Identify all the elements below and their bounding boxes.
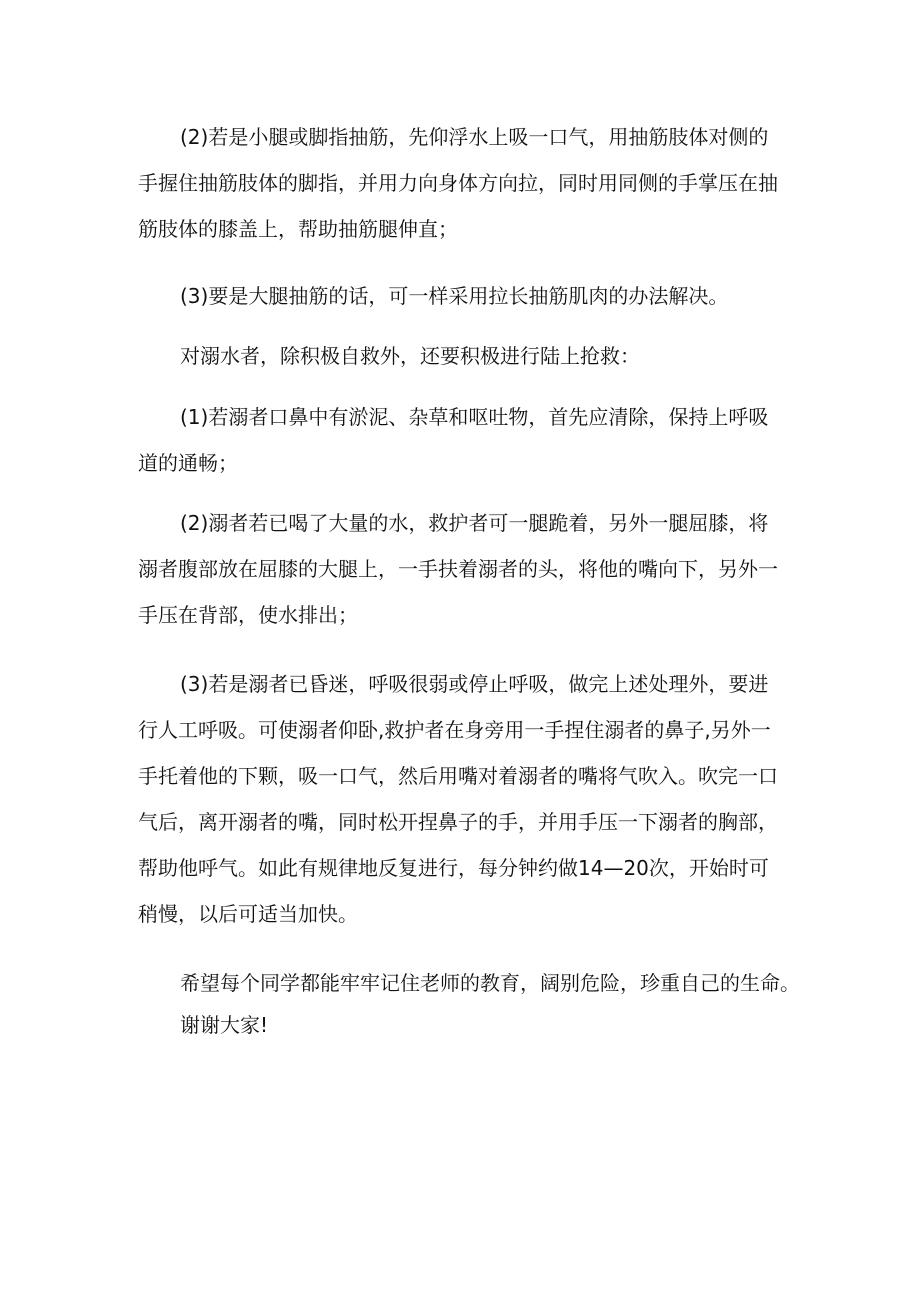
paragraph-rescue-intro bbox=[138, 333, 640, 379]
text-line: 行人工呼吸。可使溺者仰卧,救护者在身旁用一手捏住溺者的鼻子,另外一 bbox=[138, 718, 771, 742]
text-line: 手压在背部，使水排出； bbox=[138, 603, 358, 627]
text-line: 气后，离开溺者的嘴，同时松开捏鼻子的手，并用手压一下溺者的胸部， bbox=[138, 810, 778, 834]
paragraph-calf-cramp bbox=[138, 114, 778, 252]
paragraph-thigh-cramp bbox=[138, 273, 728, 319]
text-line: 希望每个同学都能牢牢记住老师的教育，阔别危险，珍重自己的生命。 bbox=[180, 971, 800, 995]
paragraph-closing bbox=[138, 962, 800, 1046]
text-line: 手握住抽筋肢体的脚指，并用力向身体方向拉，同时用同侧的手掌压在抽 bbox=[138, 171, 778, 195]
text-line: 帮助他呼气。如此有规律地反复进行，每分钟约做14—20次，开始时可 bbox=[138, 856, 769, 880]
paragraph-drain-water bbox=[138, 500, 778, 638]
text-line: 谢谢大家! bbox=[180, 1013, 269, 1037]
text-line: (2)溺者若已喝了大量的水，救护者可一腿跪着，另外一腿屈膝，将 bbox=[180, 511, 769, 535]
text-line: 手托着他的下颗，吸一口气，然后用嘴对着溺者的嘴将气吹入。吹完一口 bbox=[138, 764, 778, 788]
text-line: (2)若是小腿或脚指抽筋，先仰浮水上吸一口气，用抽筋肢体对侧的 bbox=[180, 125, 769, 149]
text-line: (3)若是溺者已昏迷，呼吸很弱或停止呼吸，做完上述处理外，要进 bbox=[180, 672, 769, 696]
text-line: 对溺水者，除积极自救外，还要积极进行陆上抢救： bbox=[180, 344, 640, 368]
text-line: (1)若溺者口鼻中有淤泥、杂草和呕吐物，首先应清除，保持上呼吸 bbox=[180, 405, 769, 429]
text-line: (3)要是大腿抽筋的话，可一样采用拉长抽筋肌肉的办法解决。 bbox=[180, 284, 729, 308]
paragraph-artificial-respiration bbox=[138, 661, 778, 937]
text-line: 道的通畅； bbox=[138, 451, 238, 475]
text-line: 稍慢，以后可适当加快。 bbox=[138, 902, 358, 926]
text-line: 溺者腹部放在屈膝的大腿上，一手扶着溺者的头，将他的嘴向下，另外一 bbox=[138, 557, 778, 581]
text-line: 筋肢体的膝盖上，帮助抽筋腿伸直； bbox=[138, 217, 458, 241]
paragraph-clear-airway bbox=[138, 394, 768, 486]
